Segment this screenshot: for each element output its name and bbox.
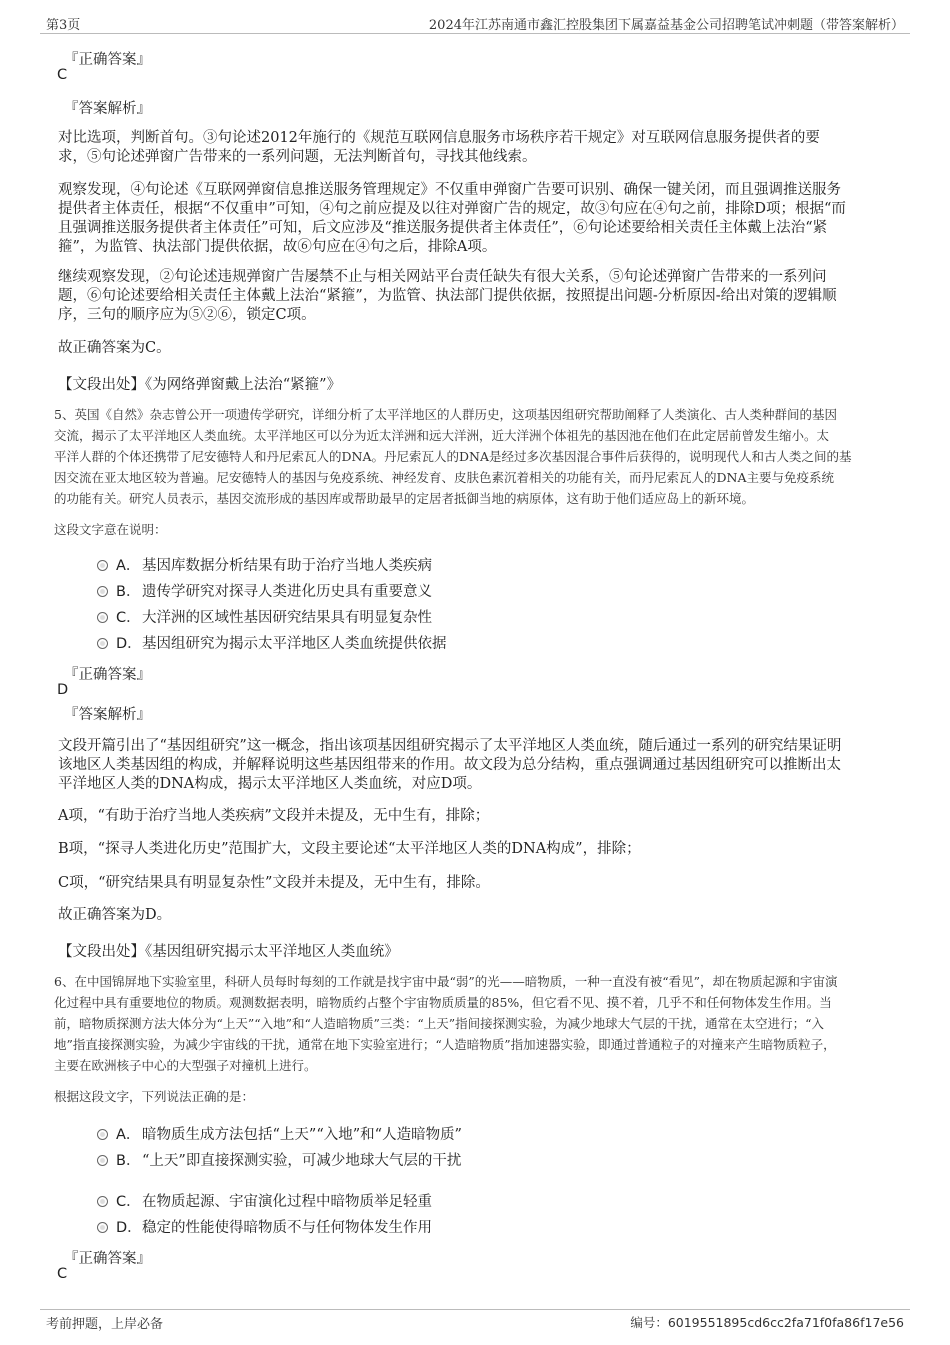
q4-analysis-para-1: 对比选项，判断首句。③句论述2012年施行的《规范互联网信息服务市场秩序若干规定》对互联网信息服务提供者的要 求，⑤句论述弹窗广告带来的一系列问题，无法判断首句，寻找其他线索。: [58, 130, 820, 165]
radio-icon[interactable]: [97, 1222, 108, 1233]
q6-option-c[interactable]: C．在物质起源、宇宙演化过程中暗物质举足轻重: [97, 1192, 432, 1212]
q5-option-d[interactable]: D．基因组研究为揭示太平洋地区人类血统提供依据: [97, 634, 447, 654]
q5-answer: D: [57, 682, 69, 698]
q4-analysis-para-2: 观察发现，④句论述《互联网弹窗信息推送服务管理规定》不仅重申弹窗广告要可识别、确保一键关闭，而且强调推送服务 提供者主体责任，根据“不仅重申”可知，④句之前应提及以往对弹窗广告的规定，故③句应在④句之前，排除D项；根据“而 且强调推送服务提供者主体责任”可知，后文应涉及“推送服务提供者主体责任”，⑥句论述要给相关责任主体戴上法治“紧 箍”，为监管、执法部门提供依据，故⑥句应在④句之后，排除A项。: [58, 182, 846, 255]
q5-source: 【文段出处】《基因组研究揭示太平洋地区人类血统》: [58, 944, 399, 960]
radio-icon[interactable]: [97, 1155, 108, 1166]
q6-question: 根据这段文字，下列说法正确的是：: [54, 1089, 255, 1104]
q5-option-a[interactable]: A． 基因库数据分析结果有助于治疗当地人类疾病: [97, 556, 432, 576]
q6-stem: 6、在中国锦屏地下实验室里，科研人员每时每刻的工作就是找宇宙中最“弱”的光——暗物质，一种一直没有被“看见”，却在物质起源和宇宙演 化过程中具有重要地位的物质。观测数据表明，暗物质约占整个宇宙物质质量的85%，但它看不见、摸不着，几乎不和任何物体发生作用。当 前，暗物质探测方法大体分为“上天”“入地”和“人造暗物质”三类：“上天”指间接探测实验，为减少地球大气层的干扰，通常在太空进行；“入 地”指直接探测实验，为减少宇宙线的干扰，通常在地下实验室进行；“人造暗物质”指加速器实验，即通过普通粒子的对撞来产生暗物质粒子， 主要在欧洲核子中心的大型强子对撞机上进行。: [54, 974, 838, 1073]
q5-analysis-conclusion: 故正确答案为D。: [58, 907, 172, 923]
footer-divider: [40, 1309, 910, 1310]
q6-option-a[interactable]: A． 暗物质生成方法包括“上天”“入地”和“人造暗物质”: [97, 1125, 462, 1145]
q5-analysis-option-c: C项，“研究结果具有明显复杂性”文段并未提及，无中生有，排除。: [58, 875, 490, 891]
radio-icon[interactable]: [97, 1196, 108, 1207]
q5-option-c[interactable]: C．大洋洲的区域性基因研究结果具有明显复杂性: [97, 608, 432, 628]
q5-analysis-label: 『答案解析』: [64, 707, 151, 723]
q5-answer-label: 『正确答案』: [64, 667, 151, 683]
document-id: 编号：6019551895cd6cc2fa71f0fa86f17e56: [630, 1315, 904, 1330]
radio-icon[interactable]: [97, 1129, 108, 1140]
q4-analysis-conclusion: 故正确答案为C。: [58, 340, 171, 356]
q4-source: 【文段出处】《为网络弹窗戴上法治“紧箍”》: [58, 377, 342, 393]
q4-answer-label: 『正确答案』: [64, 52, 151, 68]
q4-answer: C: [57, 67, 68, 83]
q5-option-b[interactable]: B． 遗传学研究对探寻人类进化历史具有重要意义: [97, 582, 432, 602]
q4-analysis-label: 『答案解析』: [64, 101, 151, 117]
footer-slogan: 考前押题，上岸必备: [46, 1317, 164, 1332]
q5-analysis-option-b: B项，“探寻人类进化历史”范围扩大，文段主要论述“太平洋地区人类的DNA构成”，排除；: [58, 841, 641, 857]
document-title: 2024年江苏南通市鑫汇控股集团下属嘉益基金公司招聘笔试冲刺题（带答案解析）: [428, 18, 904, 33]
q5-analysis-option-a: A项，“有助于治疗当地人类疾病”文段并未提及，无中生有，排除；: [58, 808, 490, 824]
radio-icon[interactable]: [97, 612, 108, 623]
q6-option-b[interactable]: B． “上天”即直接探测实验，可减少地球大气层的干扰: [97, 1151, 461, 1171]
page-number: 第3页: [46, 18, 81, 33]
q5-stem: 5、英国《自然》杂志曾公开一项遗传学研究，详细分析了太平洋地区的人群历史，这项基因组研究帮助阐释了人类演化、古人类种群间的基因 交流，揭示了太平洋地区人类血统。太平洋地区可以分为近太洋洲和远大洋洲，近大洋洲个体祖先的基因池在他们在此定居前曾发生缩小。太 平洋人群的个体还携带了尼安德特人和丹尼索瓦人的DNA。丹尼索瓦人的DNA是经过多次基因混合事件后获得的，说明现代人和古人类之间的基 因交流在亚太地区较为普遍。尼安德特人的基因与免疫系统、神经发育、皮肤色素沉着相关的功能有关，而丹尼索瓦人的DNA主要与免疫系统 的功能有关。研究人员表示，基因交流形成的基因库或帮助最早的定居者抵御当地的病原体，这有助于他们适应岛上的新环境。: [54, 407, 852, 506]
q6-answer: C: [57, 1266, 68, 1282]
radio-icon[interactable]: [97, 586, 108, 597]
q6-answer-label: 『正确答案』: [64, 1251, 151, 1267]
radio-icon[interactable]: [97, 560, 108, 571]
q5-analysis-para-1: 文段开篇引出了“基因组研究”这一概念，指出该项基因组研究揭示了太平洋地区人类血统，随后通过一系列的研究结果证明 该地区人类基因组的构成，并解释说明这些基因组带来的作用。故文段为总分结构，重点强调通过基因组研究可以推断出太 平洋地区人类的DNA构成，揭示太平洋地区人类血统，对应D项。: [58, 738, 842, 792]
q6-option-d[interactable]: D．稳定的性能使得暗物质不与任何物体发生作用: [97, 1218, 432, 1238]
radio-icon[interactable]: [97, 638, 108, 649]
q4-analysis-para-3: 继续观察发现，②句论述违规弹窗广告屡禁不止与相关网站平台责任缺失有很大关系，⑤句论述弹窗广告带来的一系列问 题，⑥句论述要给相关责任主体戴上法治“紧箍”，为监管、执法部门提供依据，按照提出问题-分析原因-给出对策的逻辑顺 序，三句的顺序应为⑤②⑥，锁定C项。: [58, 269, 837, 323]
header-divider: [40, 33, 910, 34]
q5-question: 这段文字意在说明：: [54, 522, 167, 537]
